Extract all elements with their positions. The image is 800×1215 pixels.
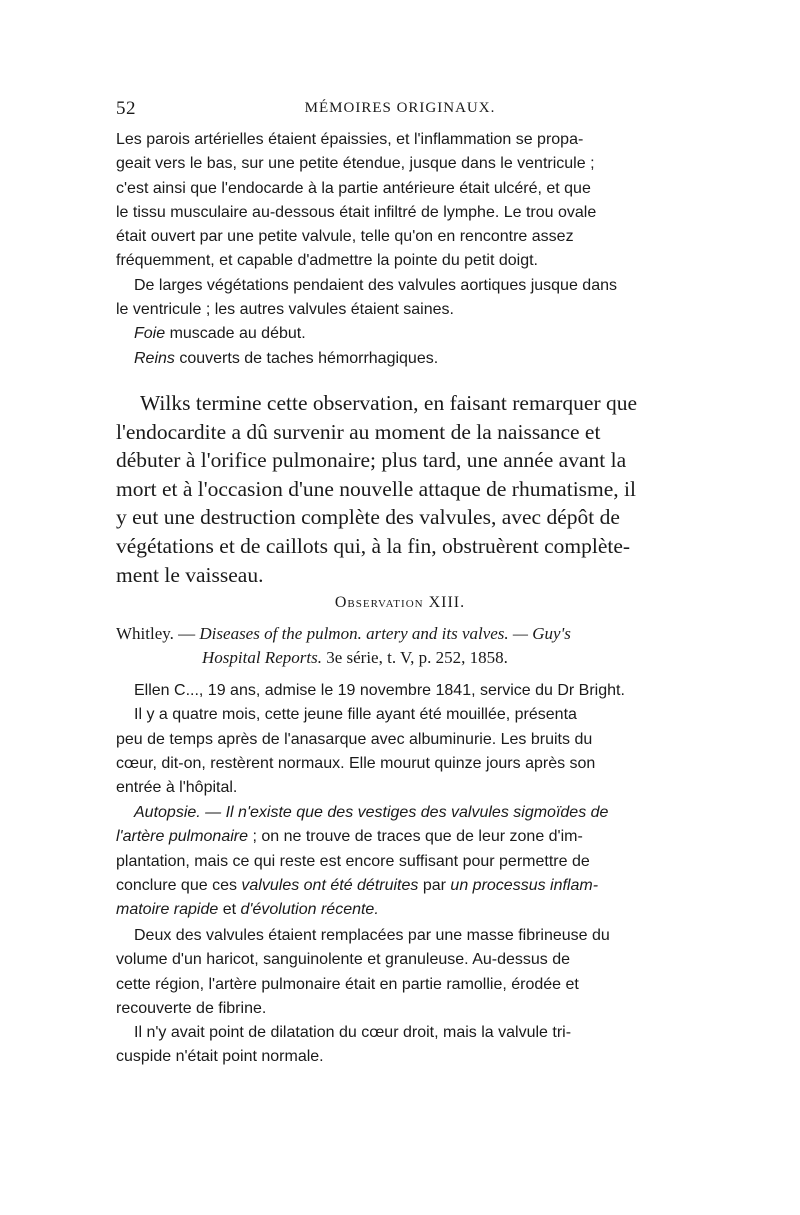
text-line: Ellen C..., 19 ans, admise le 19 novembre 1841, service du Dr Bright. [134,682,625,699]
text-line: c'est ainsi que l'endocarde à la partie antérieure était ulcéré, et que [116,179,591,197]
observation-title: Observation XIII. [334,594,466,611]
text-line: végétations et de caillots qui, à la fin, obstruèrent complète- [116,533,631,558]
text-line: peu de temps après de l'anasarque avec albuminurie. Les bruits du [116,730,593,748]
text-line: le tissu musculaire au-dessous était infiltré de lymphe. Le trou ovale [116,203,597,221]
ref-title: Diseases of the pulmon. artery and its valves. — Guy's [199,624,571,643]
text-line: y eut une destruction complète des valvules, avec dépôt de [116,505,620,530]
text-line: entrée à l'hôpital. [116,779,238,797]
text-line: cœur, dit-on, restèrent normaux. Elle mourut quinze jours après son [116,754,596,772]
text-line: Deux des valvules étaient remplacées par une masse fibrineuse du [134,927,610,944]
reins-label: Reins [134,349,175,367]
foie-label: Foie [134,325,166,343]
text-line: De larges végétations pendaient des valvules aortiques jusque dans [134,276,617,294]
text-line: fréquemment, et capable d'admettre la pointe du petit doigt. [116,252,538,270]
text-line: cette région, l'artère pulmonaire était en partie ramollie, érodée et [116,975,579,993]
text-line: Autopsie. — Il n'existe que des vestiges des valvules sigmoïdes de [134,804,609,821]
bibliographic-reference [116,622,716,670]
text-line: Wilks termine cette observation, en faisant remarquer que [140,391,638,415]
text-line: ment le vaisseau. [116,562,264,587]
page-number: 52 [116,98,136,119]
text-line: plantation, mais ce qui reste est encore suffisant pour permettre de [116,852,590,870]
autopsie-label: Autopsie. [134,804,201,821]
paragraph-wilks [116,389,686,589]
text-line: volume d'un haricot, sanguinolente et granuleuse. Au-dessus de [116,951,571,969]
text-line: Il y a quatre mois, cette jeune fille ayant été mouillée, présenta [134,706,577,724]
text-line: Les parois artérielles étaient épaissies, et l'inflammation se propa- [116,131,584,148]
text-line: Il n'y avait point de dilatation du cœur droit, mais la valvule tri- [134,1024,572,1041]
foie-line: Foie muscade au début. [134,325,306,343]
text-line: le ventricule ; les autres valvules étaient saines. [116,301,454,319]
paragraph-coeur [116,1021,686,1070]
text-line: l'artère pulmonaire ; on ne trouve de traces que de leur zone d'im- [116,828,583,846]
ref-line-2: Hospital Reports. 3e série, t. V, p. 252, 1858. [202,648,508,667]
paragraph-autopsie [116,801,686,922]
text-line: geait vers le bas, sur une petite étendue, jusque dans le ventricule ; [116,155,595,173]
text-line: débuter à l'orifice pulmonaire; plus tard, une année avant la [116,448,627,473]
text-line: matoire rapide et d'évolution récente. [116,901,379,919]
paragraph-parois [116,128,686,371]
text-line: mort et à l'occasion d'une nouvelle attaque de rhumatisme, il [116,476,636,501]
text-line: conclure que ces valvules ont été détruites par un processus inflam- [116,876,599,894]
paragraph-valvules [116,924,686,1021]
text-line: cuspide n'était point normale. [116,1048,324,1066]
reins-line: Reins couverts de taches hémorrhagiques. [134,349,439,367]
text-line: était ouvert par une petite valvule, telle qu'on en rencontre assez [116,228,574,246]
paragraph-ellen [116,679,686,800]
ref-author: Whitley. — [116,624,200,643]
text-line: recouverte de fibrine. [116,999,267,1017]
running-title: MÉMOIRES ORIGINAUX. [304,100,496,116]
text-line: l'endocardite a dû survenir au moment de la naissance et [116,419,601,444]
